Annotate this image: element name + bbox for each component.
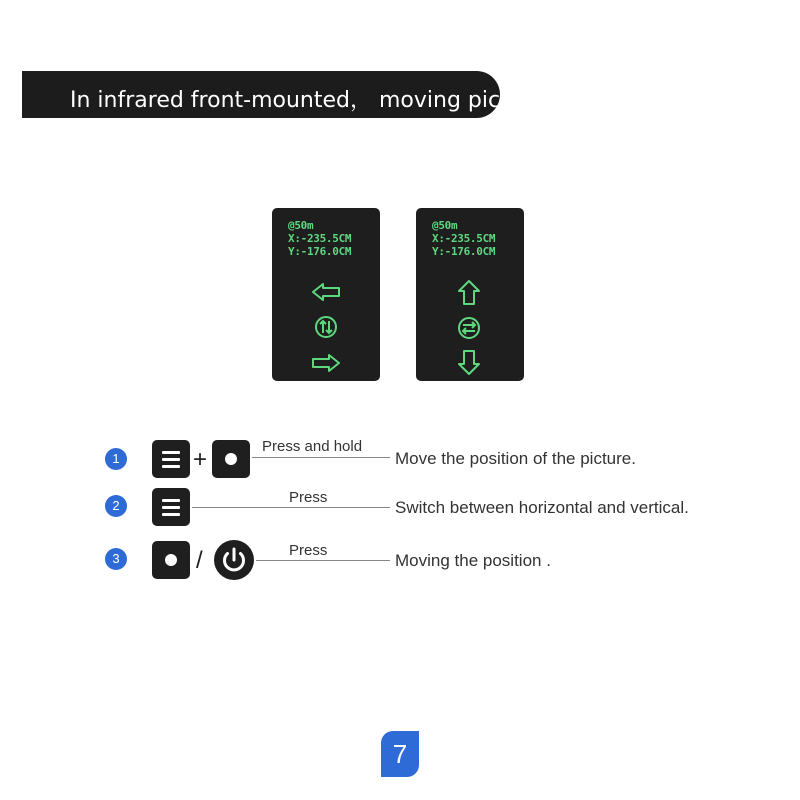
combo-slash: / <box>196 547 203 574</box>
menu-button-icon <box>152 440 190 478</box>
device-screen-horizontal <box>272 208 380 381</box>
step-number-badge: 2 <box>105 495 127 517</box>
record-button-icon <box>212 440 250 478</box>
record-button-icon <box>152 541 190 579</box>
swap-horizontal-icon <box>459 318 479 338</box>
leader-line <box>256 560 390 561</box>
left-arrow-icon <box>313 284 339 300</box>
step-action: Press and hold <box>262 438 363 455</box>
y-readout: Y:-176.0CM <box>432 245 496 258</box>
right-arrow-icon <box>313 355 339 371</box>
step-1 <box>0 437 800 481</box>
swap-vertical-icon <box>316 317 336 337</box>
down-arrow-icon <box>459 351 479 374</box>
page-number: 7 <box>381 731 419 777</box>
step-number-badge: 3 <box>105 548 127 570</box>
step-2 <box>0 487 800 531</box>
y-readout: Y:-176.0CM <box>288 245 352 258</box>
step-action: Press <box>289 489 328 506</box>
menu-button-icon <box>152 488 190 526</box>
leader-line <box>252 457 390 458</box>
step-action: Press <box>289 542 328 559</box>
step-3 <box>0 539 800 583</box>
step-number-badge: 1 <box>105 448 127 470</box>
header-title: In infrared front-mounted， moving picture <box>70 88 545 113</box>
up-arrow-icon <box>459 281 479 304</box>
x-readout: X:-235.5CM <box>432 232 496 245</box>
header-banner <box>22 71 545 118</box>
device-screen-vertical <box>416 208 524 381</box>
leader-line <box>192 507 390 508</box>
distance-readout: @50m <box>432 219 458 232</box>
power-button-icon <box>214 540 254 580</box>
distance-readout: @50m <box>288 219 314 232</box>
step-description: Moving the position . <box>395 551 551 570</box>
step-description: Move the position of the picture. <box>395 449 636 468</box>
combo-plus: + <box>193 446 208 473</box>
step-description: Switch between horizontal and vertical. <box>395 498 689 517</box>
x-readout: X:-235.5CM <box>288 232 352 245</box>
